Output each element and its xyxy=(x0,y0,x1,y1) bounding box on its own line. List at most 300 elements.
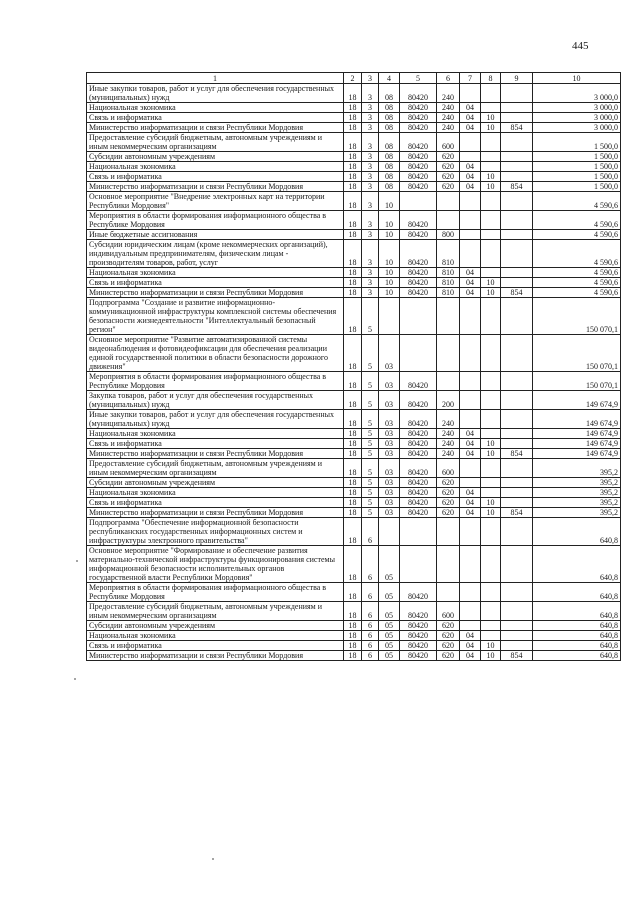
amount-cell: 4 590,6 xyxy=(533,278,621,288)
code-cell xyxy=(481,546,501,583)
code-cell: 3 xyxy=(362,278,379,288)
code-cell: 18 xyxy=(344,278,362,288)
code-cell: 08 xyxy=(379,133,400,152)
code-cell: 04 xyxy=(460,449,481,459)
code-cell: 18 xyxy=(344,621,362,631)
code-cell: 04 xyxy=(460,429,481,439)
code-cell xyxy=(501,621,533,631)
code-cell xyxy=(481,391,501,410)
row-name: Связь и информатика xyxy=(87,172,344,182)
code-cell: 3 xyxy=(362,240,379,268)
code-cell: 5 xyxy=(362,439,379,449)
table-row xyxy=(87,410,621,429)
code-cell xyxy=(481,429,501,439)
code-cell: 5 xyxy=(362,335,379,372)
code-cell xyxy=(400,335,437,372)
amount-cell: 640,8 xyxy=(533,651,621,661)
code-cell xyxy=(501,211,533,230)
table-row xyxy=(87,459,621,478)
code-cell: 3 xyxy=(362,192,379,211)
code-cell: 03 xyxy=(379,498,400,508)
amount-cell: 4 590,6 xyxy=(533,192,621,211)
code-cell: 18 xyxy=(344,240,362,268)
code-cell xyxy=(481,152,501,162)
code-cell xyxy=(481,372,501,391)
row-name: Связь и информатика xyxy=(87,641,344,651)
code-cell xyxy=(501,335,533,372)
row-name: Мероприятия в области формирования информационного общества в Республике Мордовия xyxy=(87,583,344,602)
code-cell xyxy=(460,240,481,268)
code-cell: 80420 xyxy=(400,278,437,288)
code-cell: 18 xyxy=(344,123,362,133)
code-cell: 80420 xyxy=(400,230,437,240)
code-cell: 10 xyxy=(481,651,501,661)
code-cell xyxy=(481,192,501,211)
code-cell xyxy=(501,278,533,288)
code-cell: 18 xyxy=(344,230,362,240)
table-row xyxy=(87,103,621,113)
code-cell: 810 xyxy=(437,288,460,298)
code-cell: 18 xyxy=(344,152,362,162)
column-header: 5 xyxy=(400,73,437,84)
table-row xyxy=(87,508,621,518)
code-cell xyxy=(460,410,481,429)
code-cell: 6 xyxy=(362,641,379,651)
code-cell: 18 xyxy=(344,182,362,192)
code-cell: 10 xyxy=(481,508,501,518)
code-cell: 03 xyxy=(379,488,400,498)
code-cell: 810 xyxy=(437,268,460,278)
code-cell xyxy=(501,298,533,335)
row-name: Министерство информатизации и связи Республики Мордовия xyxy=(87,449,344,459)
code-cell: 18 xyxy=(344,192,362,211)
code-cell: 80420 xyxy=(400,123,437,133)
code-cell xyxy=(501,391,533,410)
code-cell: 18 xyxy=(344,651,362,661)
column-header: 4 xyxy=(379,73,400,84)
code-cell xyxy=(501,546,533,583)
code-cell: 80420 xyxy=(400,162,437,172)
code-cell: 80420 xyxy=(400,488,437,498)
code-cell xyxy=(501,631,533,641)
code-cell: 80420 xyxy=(400,372,437,391)
code-cell xyxy=(501,162,533,172)
code-cell: 6 xyxy=(362,583,379,602)
amount-cell: 4 590,6 xyxy=(533,211,621,230)
code-cell: 3 xyxy=(362,172,379,182)
code-cell: 620 xyxy=(437,641,460,651)
budget-table xyxy=(86,72,621,661)
code-cell: 08 xyxy=(379,84,400,103)
code-cell: 18 xyxy=(344,518,362,546)
code-cell xyxy=(481,410,501,429)
code-cell: 18 xyxy=(344,372,362,391)
code-cell: 18 xyxy=(344,84,362,103)
amount-cell: 3 000,0 xyxy=(533,123,621,133)
code-cell: 04 xyxy=(460,113,481,123)
code-cell: 80420 xyxy=(400,583,437,602)
code-cell: 5 xyxy=(362,449,379,459)
code-cell: 80420 xyxy=(400,498,437,508)
code-cell: 18 xyxy=(344,602,362,621)
table-row xyxy=(87,211,621,230)
code-cell: 854 xyxy=(501,123,533,133)
code-cell xyxy=(460,518,481,546)
code-cell xyxy=(460,84,481,103)
code-cell: 3 xyxy=(362,133,379,152)
amount-cell: 640,8 xyxy=(533,518,621,546)
row-name: Субсидии автономным учреждениям xyxy=(87,478,344,488)
amount-cell: 395,2 xyxy=(533,488,621,498)
code-cell xyxy=(501,439,533,449)
code-cell xyxy=(501,602,533,621)
code-cell xyxy=(460,335,481,372)
code-cell xyxy=(481,621,501,631)
code-cell: 10 xyxy=(481,172,501,182)
code-cell: 04 xyxy=(460,498,481,508)
code-cell: 03 xyxy=(379,508,400,518)
code-cell: 240 xyxy=(437,103,460,113)
code-cell: 10 xyxy=(379,288,400,298)
amount-cell: 1 500,0 xyxy=(533,152,621,162)
code-cell xyxy=(460,546,481,583)
code-cell xyxy=(501,192,533,211)
code-cell: 854 xyxy=(501,508,533,518)
code-cell: 3 xyxy=(362,211,379,230)
code-cell: 10 xyxy=(481,123,501,133)
code-cell: 18 xyxy=(344,410,362,429)
code-cell xyxy=(481,84,501,103)
row-name: Субсидии юридическим лицам (кроме некоммерческих организаций), индивидуальным предпринимателям, физическим лицам - производителям товаров, работ, услуг xyxy=(87,240,344,268)
code-cell: 18 xyxy=(344,113,362,123)
table-row xyxy=(87,182,621,192)
row-name: Иные закупки товаров, работ и услуг для обеспечения государственных (муниципальных) нужд xyxy=(87,84,344,103)
row-name: Национальная экономика xyxy=(87,488,344,498)
amount-cell: 395,2 xyxy=(533,508,621,518)
code-cell: 18 xyxy=(344,298,362,335)
code-cell xyxy=(481,478,501,488)
code-cell: 80420 xyxy=(400,459,437,478)
row-name: Национальная экономика xyxy=(87,103,344,113)
code-cell: 08 xyxy=(379,182,400,192)
code-cell: 80420 xyxy=(400,410,437,429)
code-cell xyxy=(481,103,501,113)
code-cell: 6 xyxy=(362,621,379,631)
row-name: Предоставление субсидий бюджетным, автономным учреждениям и иным некоммерческим организациям xyxy=(87,133,344,152)
amount-cell: 4 590,6 xyxy=(533,268,621,278)
code-cell: 80420 xyxy=(400,602,437,621)
column-header: 3 xyxy=(362,73,379,84)
code-cell xyxy=(501,459,533,478)
code-cell: 04 xyxy=(460,439,481,449)
row-name: Иные бюджетные ассигнования xyxy=(87,230,344,240)
code-cell xyxy=(460,152,481,162)
code-cell: 3 xyxy=(362,288,379,298)
code-cell: 620 xyxy=(437,631,460,641)
table-row xyxy=(87,478,621,488)
code-cell xyxy=(481,162,501,172)
code-cell: 200 xyxy=(437,391,460,410)
table-row xyxy=(87,602,621,621)
code-cell xyxy=(481,230,501,240)
code-cell: 03 xyxy=(379,410,400,429)
code-cell xyxy=(460,478,481,488)
amount-cell: 149 674,9 xyxy=(533,429,621,439)
row-name: Национальная экономика xyxy=(87,162,344,172)
table-row xyxy=(87,278,621,288)
table-row xyxy=(87,298,621,335)
code-cell: 5 xyxy=(362,488,379,498)
code-cell xyxy=(481,133,501,152)
amount-cell: 149 674,9 xyxy=(533,439,621,449)
code-cell: 3 xyxy=(362,230,379,240)
code-cell: 04 xyxy=(460,268,481,278)
code-cell xyxy=(437,192,460,211)
code-cell xyxy=(501,410,533,429)
code-cell: 5 xyxy=(362,459,379,478)
code-cell: 600 xyxy=(437,602,460,621)
amount-cell: 4 590,6 xyxy=(533,240,621,268)
code-cell: 80420 xyxy=(400,621,437,631)
code-cell: 03 xyxy=(379,439,400,449)
scan-artifact xyxy=(76,560,78,562)
code-cell: 03 xyxy=(379,335,400,372)
amount-cell: 149 674,9 xyxy=(533,410,621,429)
table-row xyxy=(87,631,621,641)
table-row xyxy=(87,84,621,103)
code-cell: 05 xyxy=(379,631,400,641)
code-cell: 5 xyxy=(362,508,379,518)
code-cell: 240 xyxy=(437,429,460,439)
code-cell: 854 xyxy=(501,182,533,192)
code-cell xyxy=(460,583,481,602)
code-cell xyxy=(460,230,481,240)
row-name: Министерство информатизации и связи Республики Мордовия xyxy=(87,288,344,298)
code-cell: 18 xyxy=(344,478,362,488)
column-header: 6 xyxy=(437,73,460,84)
code-cell xyxy=(379,298,400,335)
code-cell: 80420 xyxy=(400,439,437,449)
code-cell xyxy=(437,298,460,335)
code-cell: 240 xyxy=(437,123,460,133)
header-row xyxy=(87,73,621,84)
amount-cell: 640,8 xyxy=(533,602,621,621)
row-name: Мероприятия в области формирования информационного общества в Республике Мордовия xyxy=(87,211,344,230)
code-cell: 240 xyxy=(437,439,460,449)
code-cell xyxy=(481,240,501,268)
code-cell xyxy=(460,298,481,335)
code-cell xyxy=(437,335,460,372)
code-cell: 04 xyxy=(460,172,481,182)
code-cell: 03 xyxy=(379,391,400,410)
code-cell: 620 xyxy=(437,498,460,508)
code-cell: 3 xyxy=(362,103,379,113)
code-cell: 80420 xyxy=(400,478,437,488)
code-cell: 18 xyxy=(344,488,362,498)
code-cell: 05 xyxy=(379,583,400,602)
row-name: Мероприятия в области формирования информационного общества в Республике Мордовия xyxy=(87,372,344,391)
amount-cell: 1 500,0 xyxy=(533,172,621,182)
row-name: Министерство информатизации и связи Республики Мордовия xyxy=(87,182,344,192)
code-cell xyxy=(437,546,460,583)
code-cell: 18 xyxy=(344,641,362,651)
code-cell xyxy=(501,230,533,240)
code-cell: 3 xyxy=(362,152,379,162)
table-row xyxy=(87,192,621,211)
table-row xyxy=(87,488,621,498)
table-row xyxy=(87,113,621,123)
table-row xyxy=(87,123,621,133)
code-cell: 08 xyxy=(379,152,400,162)
code-cell: 3 xyxy=(362,113,379,123)
code-cell xyxy=(501,478,533,488)
code-cell: 04 xyxy=(460,182,481,192)
row-name: Подпрограмма "Обеспечение информационной безопасности республиканских государственных информационных систем и инфраструктуры электронного правительства" xyxy=(87,518,344,546)
code-cell: 10 xyxy=(379,278,400,288)
code-cell: 80420 xyxy=(400,172,437,182)
code-cell: 05 xyxy=(379,621,400,631)
code-cell: 18 xyxy=(344,133,362,152)
table-row xyxy=(87,172,621,182)
code-cell: 80420 xyxy=(400,449,437,459)
code-cell: 04 xyxy=(460,123,481,133)
code-cell: 10 xyxy=(481,641,501,651)
amount-cell: 395,2 xyxy=(533,478,621,488)
code-cell xyxy=(460,621,481,631)
code-cell: 6 xyxy=(362,631,379,641)
amount-cell: 150 070,1 xyxy=(533,372,621,391)
code-cell: 620 xyxy=(437,621,460,631)
table-row xyxy=(87,449,621,459)
code-cell: 620 xyxy=(437,478,460,488)
code-cell: 04 xyxy=(460,651,481,661)
code-cell: 80420 xyxy=(400,103,437,113)
code-cell: 80420 xyxy=(400,288,437,298)
amount-cell: 3 000,0 xyxy=(533,84,621,103)
code-cell: 18 xyxy=(344,459,362,478)
code-cell xyxy=(460,133,481,152)
code-cell xyxy=(481,583,501,602)
code-cell: 6 xyxy=(362,651,379,661)
code-cell: 18 xyxy=(344,439,362,449)
code-cell: 80420 xyxy=(400,631,437,641)
code-cell xyxy=(501,488,533,498)
code-cell: 6 xyxy=(362,602,379,621)
code-cell: 08 xyxy=(379,113,400,123)
code-cell: 80420 xyxy=(400,240,437,268)
code-cell: 04 xyxy=(460,641,481,651)
code-cell xyxy=(501,103,533,113)
code-cell: 05 xyxy=(379,546,400,583)
code-cell: 5 xyxy=(362,478,379,488)
table-row xyxy=(87,288,621,298)
row-name: Связь и информатика xyxy=(87,439,344,449)
code-cell: 5 xyxy=(362,498,379,508)
code-cell xyxy=(481,602,501,621)
row-name: Национальная экономика xyxy=(87,429,344,439)
amount-cell: 4 590,6 xyxy=(533,230,621,240)
code-cell: 08 xyxy=(379,162,400,172)
code-cell xyxy=(481,298,501,335)
row-name: Основное мероприятие "Развитие автоматизированной системы видеонаблюдения и фотовидеофиксации для обеспечения реализации единой государственной политики в области безопасности дорожного движения" xyxy=(87,335,344,372)
code-cell: 80420 xyxy=(400,391,437,410)
code-cell xyxy=(481,488,501,498)
table-row xyxy=(87,651,621,661)
code-cell xyxy=(501,498,533,508)
row-name: Национальная экономика xyxy=(87,268,344,278)
column-header: 1 xyxy=(87,73,344,84)
code-cell: 240 xyxy=(437,449,460,459)
row-name: Связь и информатика xyxy=(87,498,344,508)
code-cell: 04 xyxy=(460,103,481,113)
code-cell: 80420 xyxy=(400,651,437,661)
code-cell xyxy=(460,372,481,391)
row-name: Министерство информатизации и связи Республики Мордовия xyxy=(87,123,344,133)
code-cell: 10 xyxy=(379,192,400,211)
code-cell: 80420 xyxy=(400,84,437,103)
code-cell xyxy=(481,459,501,478)
code-cell: 08 xyxy=(379,172,400,182)
code-cell: 800 xyxy=(437,230,460,240)
code-cell: 5 xyxy=(362,429,379,439)
code-cell: 18 xyxy=(344,268,362,278)
code-cell: 620 xyxy=(437,651,460,661)
code-cell: 600 xyxy=(437,133,460,152)
code-cell: 18 xyxy=(344,449,362,459)
code-cell: 04 xyxy=(460,631,481,641)
code-cell: 18 xyxy=(344,391,362,410)
code-cell xyxy=(437,583,460,602)
code-cell xyxy=(460,602,481,621)
code-cell: 04 xyxy=(460,508,481,518)
code-cell: 10 xyxy=(481,288,501,298)
code-cell: 80420 xyxy=(400,182,437,192)
code-cell: 10 xyxy=(379,230,400,240)
table-row xyxy=(87,641,621,651)
row-name: Основное мероприятие "Внедрение электронных карт на территории Республики Мордовия" xyxy=(87,192,344,211)
scan-artifact xyxy=(74,678,76,680)
code-cell xyxy=(400,518,437,546)
code-cell: 03 xyxy=(379,459,400,478)
code-cell: 10 xyxy=(481,498,501,508)
amount-cell: 640,8 xyxy=(533,631,621,641)
code-cell: 240 xyxy=(437,113,460,123)
code-cell: 05 xyxy=(379,641,400,651)
code-cell: 240 xyxy=(437,84,460,103)
row-name: Министерство информатизации и связи Республики Мордовия xyxy=(87,508,344,518)
code-cell xyxy=(437,372,460,391)
page-number: 445 xyxy=(572,40,589,52)
table-row xyxy=(87,498,621,508)
code-cell: 5 xyxy=(362,372,379,391)
code-cell: 18 xyxy=(344,335,362,372)
row-name: Субсидии автономным учреждениям xyxy=(87,152,344,162)
column-header: 2 xyxy=(344,73,362,84)
code-cell: 03 xyxy=(379,372,400,391)
table-row xyxy=(87,268,621,278)
code-cell: 620 xyxy=(437,162,460,172)
table-row xyxy=(87,546,621,583)
table-row xyxy=(87,518,621,546)
code-cell xyxy=(501,268,533,278)
code-cell xyxy=(501,240,533,268)
amount-cell: 149 674,9 xyxy=(533,391,621,410)
code-cell: 10 xyxy=(481,113,501,123)
code-cell: 620 xyxy=(437,152,460,162)
code-cell: 5 xyxy=(362,410,379,429)
row-name: Субсидии автономным учреждениям xyxy=(87,621,344,631)
code-cell: 04 xyxy=(460,162,481,172)
